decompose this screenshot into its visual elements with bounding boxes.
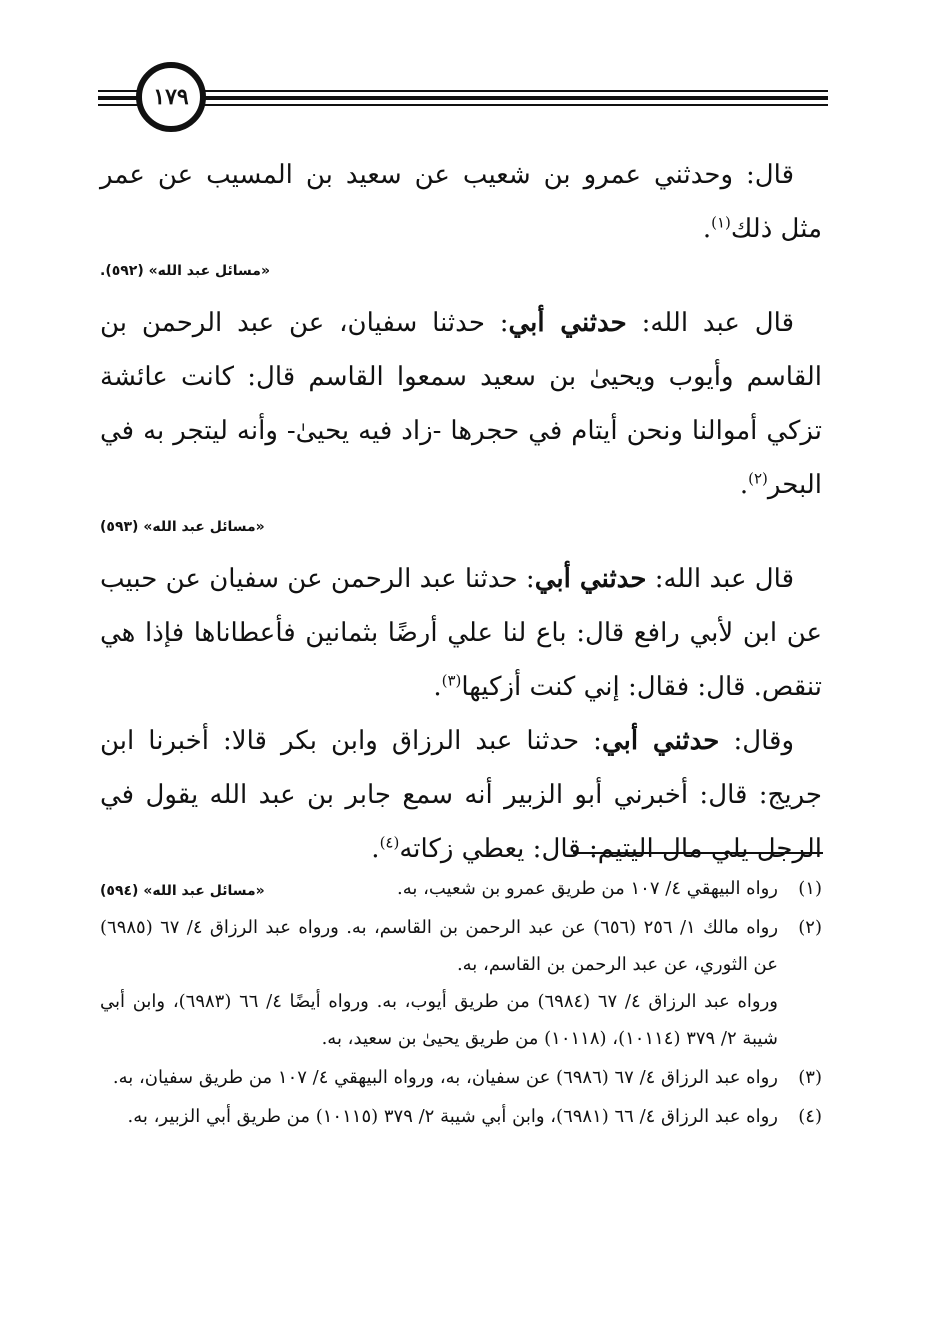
header-rule-top (98, 90, 828, 92)
paragraph-3-lead: قال عبد الله: (646, 564, 795, 594)
footnote-text: رواه عبد الرزاق ٤/ ٦٦ (٦٩٨١)، وابن أبي شيبة ٢/ ٣٧٩ (١٠١١٥) من طريق أبي الزبير، به. (127, 1106, 778, 1127)
paragraph-3-end: . (433, 672, 442, 702)
footnote-number: (٢) (798, 917, 822, 938)
footnote-ref-1[interactable]: (١) (711, 213, 731, 232)
footnote-text: رواه البيهقي ٤/ ١٠٧ من طريق عمرو بن شعيب، به. (397, 878, 778, 899)
footnote-ref-3[interactable]: (٣) (441, 671, 462, 690)
header-rule-thick (98, 96, 828, 100)
footnote-text-part-1: رواه مالك ١/ ٢٥٦ (٦٥٦) عن عبد الرحمن بن القاسم، به. ورواه عبد الرزاق ٤/ ٦٧ (٦٩٨٥) عن الثوري، عن عبد الرحمن بن القاسم، به. (100, 917, 779, 975)
page-header (98, 60, 828, 140)
footnote-number: (٣) (798, 1067, 822, 1088)
footnote-1 (100, 870, 822, 907)
source-citation-1: «مسائل عبد الله» (٥٩٢). (100, 263, 271, 279)
paragraph-3 (100, 552, 822, 714)
paragraph-2-text: : حدثنا سفيان، عن عبد الرحمن بن القاسم وأيوب ويحيىٰ بن سعيد سمعوا القاسم قال: كانت عائشة تزكي أموالنا ونحن أيتام في حجرها -زاد فيه يحيىٰ- وأنه ليتجر به في البحر (100, 308, 822, 500)
page-number-badge (136, 62, 206, 132)
footnote-text (100, 909, 778, 1057)
paragraph-2-end: . (739, 470, 749, 500)
footnotes (100, 870, 822, 1137)
paragraph-4-end: . (371, 834, 380, 864)
paragraph-4-text: : حدثنا عبد الرزاق وابن بكر قالا: أخبرنا ابن جريج: قال: أخبرني أبو الزبير أنه سمع جابر بن عبد الله يقول في الرجل يلي مال اليتيم: قال: يعطي زكاته (100, 726, 822, 864)
footnote-2 (100, 909, 822, 1057)
footnote-ref-2[interactable]: (٢) (748, 469, 768, 488)
paragraph-2-bold: حدثني أبي (508, 308, 627, 338)
paragraph-4-bold: حدثني أبي (601, 726, 720, 756)
source-citation-3: «مسائل عبد الله» (٥٩٤) (100, 883, 265, 899)
footnote-number: (٤) (798, 1106, 822, 1127)
paragraph-1-end: . (702, 214, 712, 244)
source-citation-2: «مسائل عبد الله» (٥٩٣) (100, 519, 265, 535)
header-rule-bottom (98, 104, 828, 106)
paragraph-3-bold: حدثني أبي (534, 564, 647, 594)
paragraph-3-text: : حدثنا عبد الرحمن عن سفيان عن حبيب عن ابن لأبي رافع قال: باع لنا علي أرضًا بثمانين فأعطاناها فإذا هي تنقص. قال: فقال: إني كنت أزكيها (100, 564, 822, 702)
paragraph-2 (100, 296, 822, 512)
footnote-ref-4[interactable]: (٤) (379, 833, 400, 852)
page-number: ١٧٩ (153, 84, 189, 110)
paragraph-1 (100, 148, 822, 256)
footnote-text: رواه عبد الرزاق ٤/ ٦٧ (٦٩٨٦) عن سفيان، به، ورواه البيهقي ٤/ ١٠٧ من طريق سفيان، به. (112, 1067, 778, 1088)
paragraph-1-text: قال: وحدثني عمرو بن شعيب عن سعيد بن المسيب عن عمر مثل ذلك (100, 160, 822, 244)
footnote-text-part-2: ورواه عبد الرزاق ٤/ ٦٧ (٦٩٨٤) من طريق أيوب، به. ورواه أيضًا ٤/ ٦٦ (٦٩٨٣)، وابن أبي شيبة ٢/ ٣٧٩ (١٠١١٤)، (١٠١١٨) من طريق يحيىٰ بن سعيد، به. (100, 991, 778, 1049)
paragraph-4-lead: وقال: (719, 726, 794, 756)
footnote-number: (١) (798, 878, 822, 899)
paragraph-2-lead: قال عبد الله: (626, 308, 794, 338)
footnote-3 (100, 1059, 822, 1096)
footnote-4 (100, 1098, 822, 1135)
main-text (100, 148, 822, 916)
